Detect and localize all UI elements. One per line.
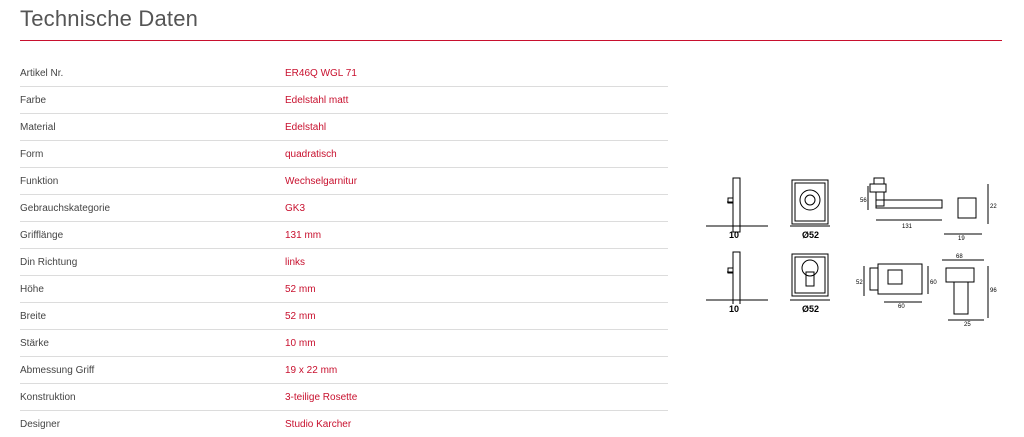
rose-front-view-top bbox=[790, 180, 830, 240]
spec-row bbox=[20, 276, 668, 303]
spec-value: 52 mm bbox=[285, 303, 668, 330]
spec-label: Artikel Nr. bbox=[20, 60, 285, 87]
dim-rose-thickness-bottom: 10 bbox=[729, 304, 739, 314]
spec-label: Funktion bbox=[20, 168, 285, 195]
spec-value: 10 mm bbox=[285, 330, 668, 357]
lever-front-view bbox=[942, 254, 997, 328]
dim-handle-height: 56 bbox=[860, 198, 867, 204]
spec-label: Form bbox=[20, 141, 285, 168]
spec-value: 19 x 22 mm bbox=[285, 357, 668, 384]
spec-value: 131 mm bbox=[285, 222, 668, 249]
spec-value: Edelstahl matt bbox=[285, 87, 668, 114]
dim-lever-depth: 68 bbox=[956, 254, 963, 260]
dim-rose-thickness-top: 10 bbox=[729, 230, 739, 240]
spec-label: Material bbox=[20, 114, 285, 141]
spec-row bbox=[20, 195, 668, 222]
spec-label: Höhe bbox=[20, 276, 285, 303]
dim-handle-length: 131 bbox=[902, 224, 913, 230]
spec-row bbox=[20, 357, 668, 384]
spec-row bbox=[20, 141, 668, 168]
spec-row bbox=[20, 330, 668, 357]
dim-rose-diameter-bottom: Ø52 bbox=[802, 304, 819, 314]
spec-row bbox=[20, 60, 668, 87]
dim-knob-depth: 60 bbox=[898, 304, 905, 310]
specs-table bbox=[20, 60, 668, 437]
dim-lever-width: 25 bbox=[964, 322, 971, 328]
dim-grip-width: 19 bbox=[958, 236, 965, 242]
spec-label: Grifflänge bbox=[20, 222, 285, 249]
spec-value: Studio Karcher bbox=[285, 411, 668, 437]
spec-label: Abmessung Griff bbox=[20, 357, 285, 384]
spec-row bbox=[20, 303, 668, 330]
grip-section-view bbox=[944, 184, 997, 242]
spec-label: Konstruktion bbox=[20, 384, 285, 411]
spec-row bbox=[20, 384, 668, 411]
dim-knob-width: 60 bbox=[930, 280, 937, 286]
spec-value: ER46Q WGL 71 bbox=[285, 60, 668, 87]
spec-row bbox=[20, 87, 668, 114]
section-title: Technische Daten bbox=[20, 6, 198, 32]
spec-label: Din Richtung bbox=[20, 249, 285, 276]
spec-value: Wechselgarnitur bbox=[285, 168, 668, 195]
spec-value: GK3 bbox=[285, 195, 668, 222]
dim-grip-height: 22 bbox=[990, 204, 997, 210]
knob-top-view bbox=[856, 264, 937, 310]
rose-side-view-bottom bbox=[706, 252, 768, 314]
spec-label: Breite bbox=[20, 303, 285, 330]
spec-row bbox=[20, 249, 668, 276]
rose-front-view-bottom bbox=[790, 254, 830, 314]
spec-label: Gebrauchskategorie bbox=[20, 195, 285, 222]
spec-label: Designer bbox=[20, 411, 285, 437]
dim-lever-height: 96 bbox=[990, 288, 997, 294]
spec-value: quadratisch bbox=[285, 141, 668, 168]
spec-value: 52 mm bbox=[285, 276, 668, 303]
title-divider bbox=[20, 40, 1002, 41]
spec-value: 3-teilige Rosette bbox=[285, 384, 668, 411]
dim-rose-diameter-top: Ø52 bbox=[802, 230, 819, 240]
rose-side-view-top bbox=[706, 178, 768, 240]
technical-drawings bbox=[698, 172, 1002, 328]
spec-label: Farbe bbox=[20, 87, 285, 114]
spec-row bbox=[20, 168, 668, 195]
spec-label: Stärke bbox=[20, 330, 285, 357]
spec-value: links bbox=[285, 249, 668, 276]
lever-side-view bbox=[860, 178, 942, 230]
spec-row bbox=[20, 411, 668, 437]
spec-row bbox=[20, 222, 668, 249]
spec-value: Edelstahl bbox=[285, 114, 668, 141]
dim-knob-side: 52 bbox=[856, 280, 863, 286]
spec-row bbox=[20, 114, 668, 141]
